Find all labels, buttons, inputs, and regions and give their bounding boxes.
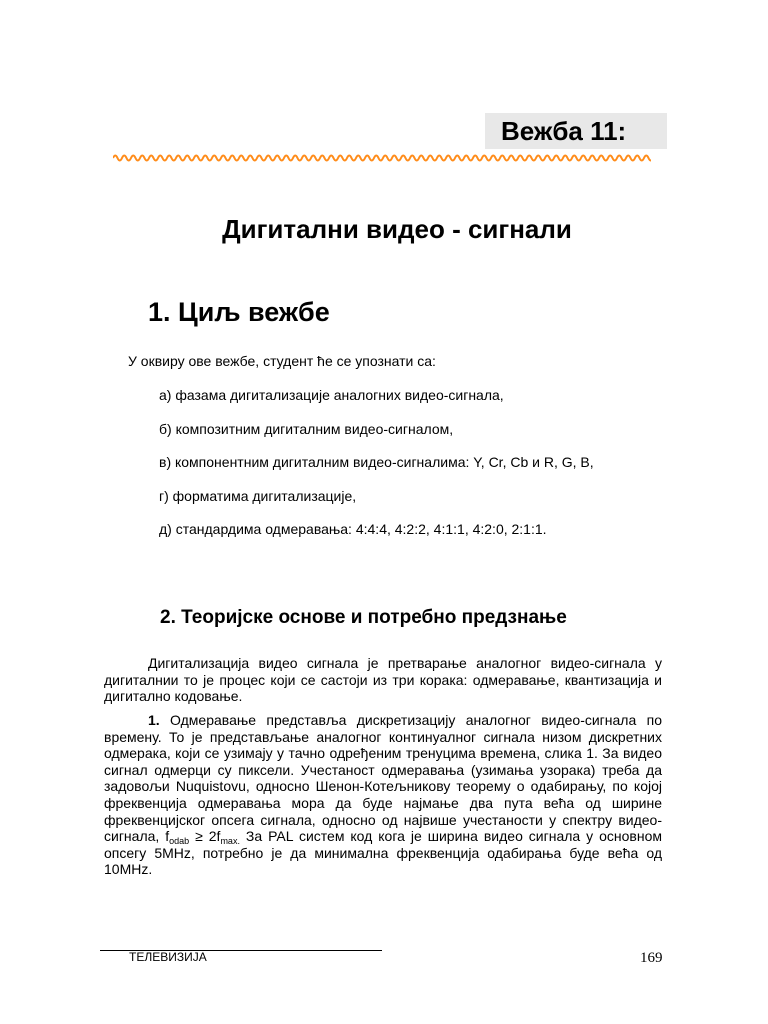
section2-heading: 2. Теоријске основе и потребно предзнање [160, 607, 567, 628]
page-number: 169 [640, 950, 663, 966]
paragraph-text: Одмеравање представља дискретизацију аналогног видео-сигнала по времену. То је представљање аналогног континуалног сигнала низом дискретних одмерака, који се узимају у тачно одређеним тренуцима времена, слика 1. За видео сигнал одмерци су пиксели. Учестаност одмеравања (узимања узорака) треба да задовољи Nuquistovu, односно Шенон-Котељникову теорему о одабирању, по којој фреквенција одмеравања мора да буде најмање два пута већа од ширине фреквенцијског опсега сигнала, односно од највише учестаности у спектру видео-сигнала, f [104, 712, 662, 845]
list-item: б) композитним дигиталним видео-сигналом, [159, 420, 454, 437]
goals-list [159, 386, 594, 554]
subscript-odab: odab [169, 836, 190, 847]
subscript-max: max. [220, 836, 240, 847]
paragraph-number: 1. [148, 712, 160, 728]
page-title: Дигитални видео - сигнали [222, 214, 572, 244]
paragraph-sampling [104, 712, 662, 878]
paragraph-text: ≥ 2f [189, 828, 221, 845]
paragraph-digitalization: Дигитализација видео сигнала је претварање аналогног видео-сигнала у дигиталнии то је процес који се састоји из три корака: одмеравање, квантизација и дигитално кодовање. [104, 655, 662, 705]
list-item: в) компонентним дигиталним видео-сигналима: Y, Cr, Cb и R, G, B, [159, 454, 594, 470]
section1-intro: У оквиру ове вежбе, студент ће се упознати са: [128, 353, 436, 369]
footer-label: ТЕЛЕВИЗИЈА [129, 950, 207, 964]
list-item: д) стандардима одмеравања: 4:4:4, 4:2:2, 4:1:1, 4:2:0, 2:1:1. [159, 521, 547, 537]
list-item: г) форматима дигитализације, [159, 487, 357, 504]
list-item: а) фазама дигитализације аналогних видео-сигнала, [159, 387, 504, 403]
section1-heading: 1. Циљ вежбе [148, 297, 330, 327]
paragraph-text: За PAL систем код кога је ширина видео сигнала у основном опсегу 5MHz, потребно је да минимална фреквенција одабирања буде већа од 10MHz. [104, 828, 662, 878]
exercise-label: Вежба 11: [501, 116, 627, 146]
exercise-label-box [485, 113, 667, 149]
decorative-wave-divider [113, 152, 651, 164]
